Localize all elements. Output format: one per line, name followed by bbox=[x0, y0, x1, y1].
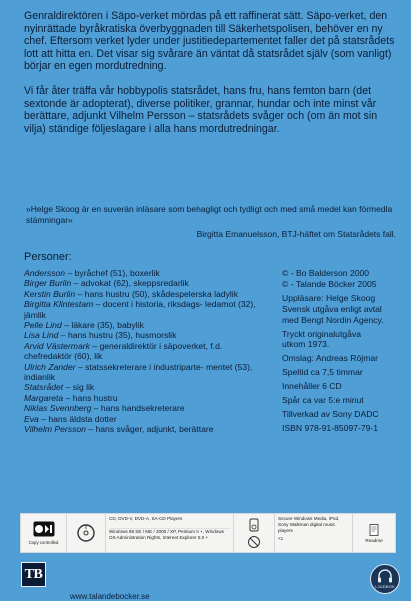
cast-name: Pelle Lind bbox=[24, 320, 62, 331]
cast-role: hans hustru (35), husmorslik bbox=[67, 330, 177, 341]
cast-role: hans äldsta dotter bbox=[48, 413, 117, 424]
cast-role: byråchef (51), boxerlik bbox=[74, 268, 160, 278]
cast-role: advokat (62), skeppsredarlik bbox=[80, 278, 189, 289]
cast-role: läkare (35), babylik bbox=[71, 320, 144, 331]
cast-name: Margareta bbox=[24, 392, 64, 403]
footer bbox=[0, 510, 411, 600]
agreement-line-2: med Bengt Nordin Agency. bbox=[282, 314, 384, 325]
narrator: Uppläsare: Helge Skoog bbox=[282, 292, 376, 303]
cd-player-icon bbox=[76, 523, 96, 543]
quote-text: »Helge Skoog är en suverän inläsare som behagligt och tydligt och med små medel kan förmedla stämningar« bbox=[26, 204, 393, 225]
cast-item: Arvid Västermark – generaldirektör i säpoverket, f.d. chefredaktör (60), lik bbox=[24, 340, 223, 362]
original-edition-line-2: utkom 1973. bbox=[282, 339, 330, 350]
cast-list bbox=[24, 268, 264, 435]
copy-control-cell bbox=[21, 514, 67, 552]
cast-item: Niklas Svennberg – hans handsekreterare bbox=[24, 403, 185, 414]
synopsis bbox=[24, 10, 396, 135]
cast-item: Vilhelm Persson – hans svåger, adjunkt, berättare bbox=[24, 424, 214, 435]
requirement-windows: Windows 98 SE / ME / 2000 / XP, Pentium II +, Windows OS Administration Rights, Internet Explorer 5.0 + bbox=[109, 529, 224, 540]
cast-item: Birger Burlin – advokat (62), skeppsredarlik bbox=[24, 278, 189, 289]
headphones-icon bbox=[377, 569, 393, 583]
music-player-icon bbox=[247, 518, 261, 532]
persons-heading: Personer: bbox=[24, 251, 72, 263]
cast-item: Eva – hans äldsta dotter bbox=[24, 413, 117, 424]
cast-name: Birgitta Klintestam bbox=[24, 299, 94, 310]
review-quote bbox=[26, 204, 396, 240]
publisher-url[interactable]: www.talandebocker.se bbox=[70, 592, 150, 601]
copy-control-label: Copy controlled bbox=[28, 539, 59, 545]
drm-line-1: Secure Windows Media, iPod, bbox=[278, 516, 340, 521]
requirements-cell bbox=[106, 514, 234, 552]
quote-source: Birgitta Emanuelsson, BTJ-häftet om Statsrådets fall. bbox=[196, 229, 396, 239]
readme-label: Readme bbox=[365, 538, 383, 543]
cast-name: Vilhelm Persson bbox=[24, 424, 86, 435]
cast-item: Statsrådet – sig lik bbox=[24, 382, 95, 393]
copy-control-icon bbox=[33, 521, 55, 537]
cast-name: Birger Burlin bbox=[24, 278, 72, 289]
cast-name: Ulrich Zander bbox=[24, 361, 76, 372]
readme-cell bbox=[353, 514, 395, 552]
credits-list bbox=[282, 268, 400, 434]
manufacturer: Tillverkad av Sony DADC bbox=[282, 408, 379, 419]
publisher-logo: TB bbox=[21, 562, 46, 587]
cast-item: Pelle Lind – läkare (35), babylik bbox=[24, 320, 144, 331]
synopsis-paragraph-1: Genraldirektören i Säpo-verket mördas på ett raffinerat sätt. Säpo-verket, den nyinrättade byråkratiska överbyggnaden till Säkerhetspolisen, behöver en ny chef. Eftersom verket lyder under justitiedepartementet faller det på statsrådets lott att hitta en. Det visar sig svårare än väntat då statsrådet själv (som vanligt) börjar en egen mordutredning. bbox=[24, 10, 395, 73]
ljudbok-label: LJUDBOK bbox=[375, 584, 395, 589]
cast-role: docent i historia, riksdags- ledamot (32), jämlik bbox=[24, 299, 256, 320]
copyright-author: © - Bo Balderson 2000 bbox=[282, 268, 370, 278]
cast-item: Andersson – byråchef (51), boxerlik bbox=[24, 268, 160, 278]
device-icons-cell bbox=[234, 514, 275, 552]
cast-item: Birgitta Klintestam – docent i historia, riksdags- ledamot (32), jämlik bbox=[24, 299, 256, 320]
cast-name: Arvid Västermark bbox=[24, 340, 90, 351]
isbn: ISBN 978-91-85097-79-1 bbox=[282, 422, 379, 433]
cast-name: Niklas Svennberg bbox=[24, 403, 92, 414]
copyright-publisher: © - Talande Böcker 2005 bbox=[282, 278, 377, 289]
cast-role: hans hustru bbox=[72, 392, 118, 403]
cast-item: Lisa Lind – hans hustru (35), husmorslik bbox=[24, 330, 177, 341]
cast-role: generaldirektör i säpoverket, f.d. chefredaktör (60), lik bbox=[24, 340, 223, 362]
cast-name: Andersson bbox=[24, 268, 66, 278]
disc-count: Innehåller 6 CD bbox=[282, 381, 342, 392]
cast-role: hans handsekreterare bbox=[100, 403, 185, 414]
drm-line-2: Sony Walkman digital music players bbox=[278, 522, 336, 533]
cast-name: Kerstin Burlin bbox=[24, 288, 76, 299]
readme-icon bbox=[369, 524, 379, 536]
cast-role: hans hustru (50), skådespelerska ladylik bbox=[84, 288, 239, 299]
cast-name: Lisa Lind bbox=[24, 330, 59, 341]
synopsis-paragraph-2: Vi får åter träffa vår hobbypolis statsrådet, hans fru, hans femton barn (det sextonde är adopterat), diverse politiker, grannar, hundar och inte minst vår berättare, adjunkt Vilhelm Persson – statsrådets svåger och (om än mot sin vilja) ständige följeslagare i alla hans mordutredningar. bbox=[24, 84, 378, 135]
requirement-players: CD, DVD-V, DVD-A, SA-CD Players bbox=[109, 516, 230, 529]
compatibility-panel bbox=[20, 513, 396, 553]
cast-role: statssekreterare i industriparte- mentet (53), indianlik bbox=[24, 361, 253, 383]
drm-count: ×1 bbox=[278, 536, 284, 541]
ljudbok-logo bbox=[370, 564, 400, 594]
cast-name: Eva bbox=[24, 413, 39, 424]
cast-role: sig lik bbox=[72, 382, 95, 393]
track-interval: Spår ca var 5:e minut bbox=[282, 395, 364, 406]
cast-item: Ulrich Zander – statssekreterare i industriparte- mentet (53), indianlik bbox=[24, 361, 253, 383]
drm-cell bbox=[275, 514, 353, 552]
prohibited-icon bbox=[247, 535, 261, 549]
cover-credit: Omslag: Andreas Röjmar bbox=[282, 353, 378, 364]
cast-role: hans svåger, adjunkt, berättare bbox=[95, 424, 214, 435]
playing-time: Speltid ca 7,5 timmar bbox=[282, 367, 363, 378]
original-edition-line-1: Tryckt originalutgåva bbox=[282, 328, 361, 339]
cast-item: Kerstin Burlin – hans hustru (50), skådespelerska ladylik bbox=[24, 288, 239, 299]
agreement-line-1: Svensk utgåva enligt avtal bbox=[282, 303, 382, 314]
cd-icon-cell bbox=[67, 514, 106, 552]
cast-name: Statsrådet bbox=[24, 382, 64, 393]
cast-item: Margareta – hans hustru bbox=[24, 392, 118, 403]
